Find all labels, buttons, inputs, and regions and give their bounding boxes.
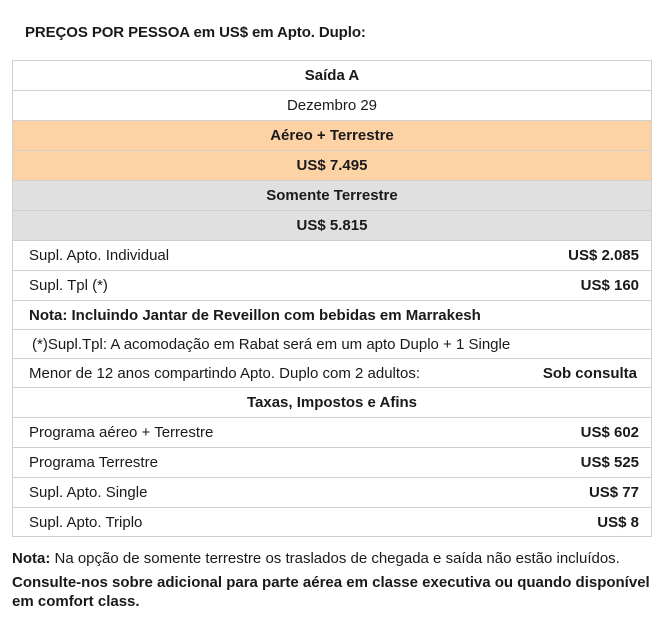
date-row [13,91,651,121]
footer-note-label: Nota: [12,550,51,567]
tpl-note-row [13,330,651,359]
land-only-header-row [13,181,651,211]
tax-label: Supl. Apto. Single [29,484,148,501]
air-land-price: US$ 7.495 [296,157,368,174]
tax-label: Programa aéreo + Terrestre [29,424,214,441]
footer-note [12,550,620,567]
supl-individual-row [13,241,651,271]
taxes-header-row [13,388,651,418]
child-label: Menor de 12 anos compartindo Apto. Duplo com 2 adultos: [29,364,421,382]
reveillon-note: Nota: Incluindo Jantar de Reveillon com bebidas em Marrakesh [29,306,481,324]
land-only-price-row [13,211,651,241]
departure-date: Dezembro 29 [286,97,378,114]
tax-label: Programa Terrestre [29,454,158,471]
air-land-price-row [13,151,651,181]
tax-value: US$ 602 [580,424,639,441]
tax-value: US$ 8 [597,513,639,531]
tpl-note: (*)Supl.Tpl: A acomodação em Rabat será em um apto Duplo + 1 Single [32,335,511,353]
table-row [13,418,651,448]
land-only-label: Somente Terrestre [266,187,398,204]
child-row [13,359,651,388]
tax-label: Supl. Apto. Triplo [29,513,143,531]
tax-value: US$ 77 [588,484,639,501]
departure-label: Saída A [304,67,360,84]
footer-note-text: Na opção de somente terrestre os traslados de chegada e saída não estão incluídos. [50,550,620,567]
table-row [13,478,651,508]
supl-tpl-value: US$ 160 [580,277,639,294]
child-value: Sob consulta [542,364,637,382]
page-heading: PREÇOS POR PESSOA em US$ em Apto. Duplo: [25,24,366,41]
tax-value: US$ 525 [580,454,639,471]
price-table [12,60,652,537]
supl-tpl-label: Supl. Tpl (*) [29,277,108,294]
table-row [13,508,651,537]
departure-row [13,61,651,91]
supl-individual-value: US$ 2.085 [568,247,639,264]
taxes-header: Taxas, Impostos e Afins [246,394,418,411]
reveillon-note-row [13,301,651,330]
consult-note: Consulte-nos sobre adicional para parte aérea em classe executiva ou quando disponível em comfort class. [12,574,650,610]
land-only-price: US$ 5.815 [296,217,368,234]
supl-tpl-row [13,271,651,301]
air-land-header-row [13,121,651,151]
supl-individual-label: Supl. Apto. Individual [29,247,170,264]
table-row [13,448,651,478]
air-land-label: Aéreo + Terrestre [270,127,394,144]
